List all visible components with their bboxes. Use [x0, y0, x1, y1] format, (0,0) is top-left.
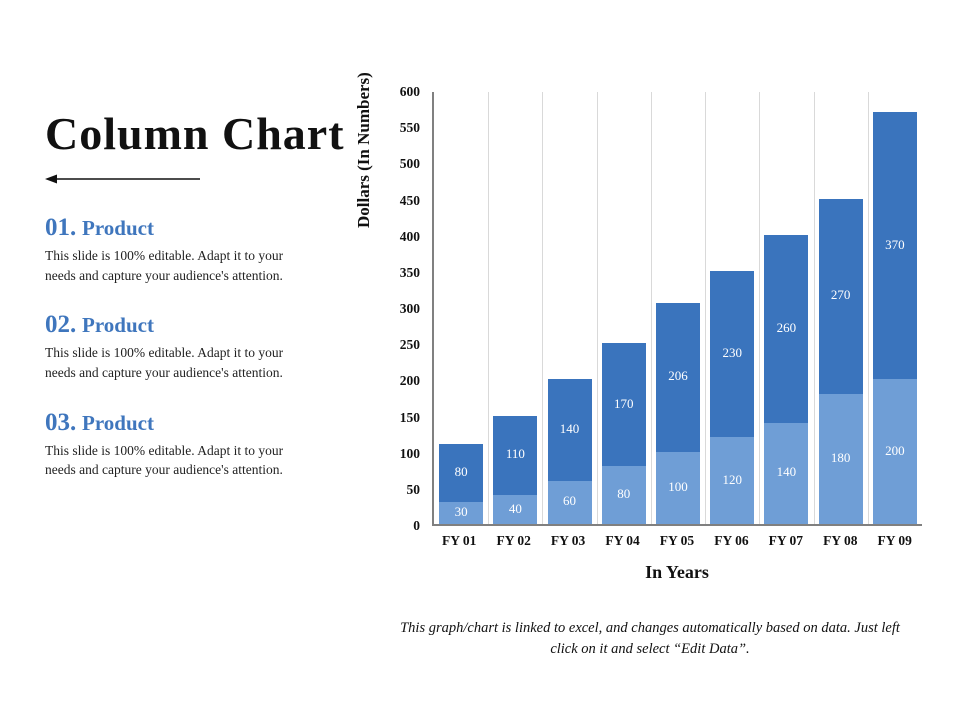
bar-value-label: 100: [668, 478, 688, 494]
y-axis-tick: 450: [399, 192, 420, 208]
y-axis-tick: 50: [406, 481, 420, 497]
bar-column[interactable]: [602, 343, 646, 524]
bar-series: [434, 92, 922, 524]
bullet-title: Product: [82, 216, 154, 241]
y-axis-tick: 200: [399, 373, 420, 389]
bullet-title: Product: [82, 410, 154, 435]
bar-segment-lower[interactable]: [548, 481, 592, 524]
bar-segment-lower[interactable]: [493, 495, 537, 524]
bar-value-label: 200: [885, 442, 905, 458]
bar-value-label: 120: [722, 471, 742, 487]
x-axis-tick: FY 05: [659, 533, 695, 548]
y-axis-tick: 250: [399, 337, 420, 353]
column-chart: [354, 72, 940, 582]
bar-column[interactable]: [439, 444, 483, 524]
bullet-heading: [45, 311, 355, 339]
x-axis-tick: FY 01: [442, 533, 477, 548]
bar-segment-lower[interactable]: [602, 466, 646, 524]
bar-segment-upper[interactable]: [493, 416, 537, 496]
bullet-separator: .: [70, 408, 77, 436]
bar-segment-upper[interactable]: [873, 112, 917, 380]
y-axis-tick: 600: [399, 84, 420, 99]
page-title: Column Chart: [45, 108, 345, 159]
bar-column[interactable]: [656, 303, 700, 524]
bar-value-label: 140: [559, 420, 580, 436]
bar-segment-upper[interactable]: [710, 271, 754, 437]
x-axis-tick: FY 09: [877, 533, 912, 548]
bullet-separator: .: [70, 214, 77, 242]
y-axis-tick-labels: [360, 84, 426, 533]
bar-value-label: 370: [885, 236, 905, 252]
bar-segment-lower[interactable]: [819, 394, 863, 524]
x-axis-tick: FY 02: [496, 533, 531, 548]
chart-footnote: This graph/chart is linked to excel, and changes automatically based on data. Just left click on it and select “Edit Data”.: [400, 620, 900, 658]
y-axis-tick: 0: [413, 518, 420, 533]
bullet-body: This slide is 100% editable. Adapt it to your needs and capture your audience's attention.: [45, 345, 284, 380]
bar-value-label: 140: [776, 464, 797, 480]
bar-segment-upper[interactable]: [439, 444, 483, 502]
bar-segment-lower[interactable]: [710, 437, 754, 524]
bar-segment-lower[interactable]: [656, 452, 700, 524]
bar-column[interactable]: [819, 199, 863, 524]
bar-segment-upper[interactable]: [656, 303, 700, 452]
bar-segment-upper[interactable]: [548, 379, 592, 480]
bar-value-label: 206: [668, 368, 688, 384]
bar-column[interactable]: [873, 112, 917, 524]
bullet-separator: .: [70, 311, 77, 339]
bullet-title: Product: [82, 313, 154, 338]
bar-segment-upper[interactable]: [819, 199, 863, 394]
plot-area: [432, 92, 922, 526]
bar-column[interactable]: [710, 271, 754, 524]
bar-column[interactable]: [548, 379, 592, 524]
x-axis-tick: FY 06: [714, 533, 749, 548]
bullet-number: 01: [45, 214, 70, 242]
bullet-number: 02: [45, 311, 70, 339]
bar-value-label: 30: [454, 504, 468, 520]
bar-segment-upper[interactable]: [602, 343, 646, 466]
bar-value-label: 80: [454, 464, 468, 480]
bar-value-label: 110: [505, 446, 525, 462]
bar-column[interactable]: [493, 416, 537, 524]
bar-value-label: 180: [830, 449, 851, 465]
x-axis-tick-labels: [432, 530, 922, 552]
bar-value-label: 170: [614, 395, 634, 411]
bar-value-label: 60: [563, 493, 577, 509]
bar-value-label: 80: [617, 486, 631, 502]
list-item: [45, 214, 355, 285]
left-content-panel: [45, 110, 355, 506]
bullet-heading: [45, 409, 355, 437]
y-axis-tick: 500: [399, 156, 420, 172]
y-axis-tick: 400: [399, 228, 420, 244]
bullet-number: 03: [45, 408, 70, 436]
list-item: [45, 409, 355, 480]
x-axis-tick: FY 03: [550, 533, 586, 548]
left-arrow-icon: [45, 172, 200, 186]
arrow-divider: [45, 172, 200, 192]
list-item: [45, 311, 355, 382]
bar-value-label: 270: [830, 287, 851, 303]
bar-value-label: 260: [776, 319, 797, 335]
bar-segment-lower[interactable]: [873, 379, 917, 524]
bar-value-label: 230: [722, 345, 742, 361]
bar-segment-lower[interactable]: [764, 423, 808, 524]
x-axis-title: In Years: [645, 562, 709, 582]
bar-segment-lower[interactable]: [439, 502, 483, 524]
bar-segment-upper[interactable]: [764, 235, 808, 423]
x-axis-tick: FY 04: [605, 533, 640, 548]
bullet-body: This slide is 100% editable. Adapt it to your needs and capture your audience's attention.: [45, 442, 284, 478]
y-axis-title: Dollars (In Numbers): [354, 72, 373, 228]
bullet-heading: [45, 214, 355, 242]
x-axis-tick: FY 08: [823, 533, 858, 548]
bar-column[interactable]: [764, 235, 808, 524]
x-axis-tick: FY 07: [768, 533, 804, 548]
y-axis-tick: 550: [399, 120, 420, 136]
bullet-body: This slide is 100% editable. Adapt it to your needs and capture your audience's attention.: [45, 248, 284, 283]
y-axis-tick: 150: [399, 409, 420, 425]
bar-value-label: 40: [508, 500, 522, 516]
y-axis-tick: 100: [399, 445, 420, 461]
y-axis-tick: 350: [399, 264, 420, 280]
y-axis-tick: 300: [399, 301, 420, 316]
